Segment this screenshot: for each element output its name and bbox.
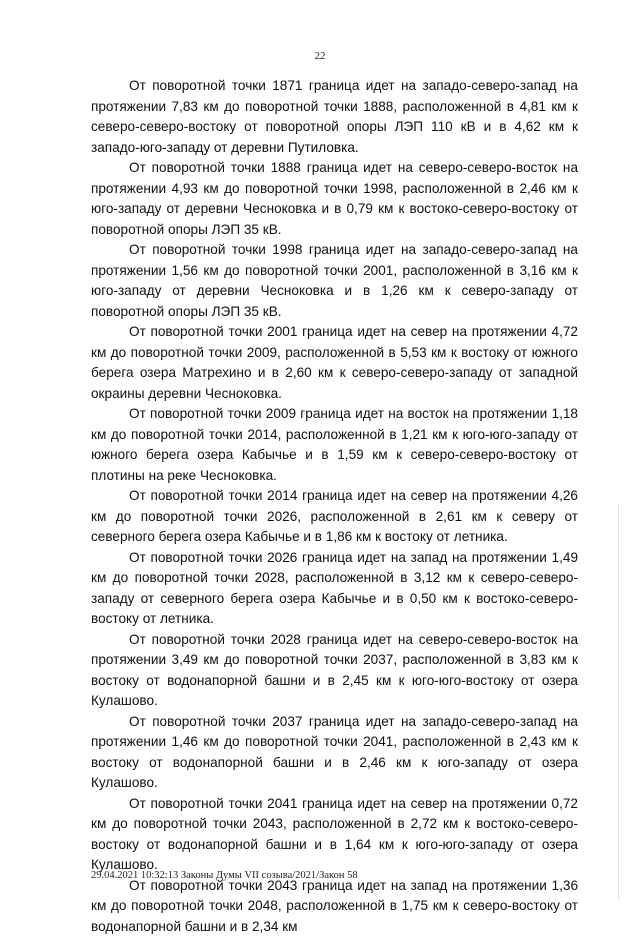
paragraph: От поворотной точки 2014 граница идет на север на протяжении 4,26 км до поворотной точки 2026, расположенной в 2,61 км к северу от северного берега озера Кабычье и в 1,86 км к востоку от летника. (91, 486, 578, 548)
paragraph: От поворотной точки 2009 граница идет на восток на протяжении 1,18 км до поворотной точки 2014, расположенной в 1,21 км к юго-юго-западу от южного берега озера Кабычье и в 1,59 км к северо-северо-востоку от плотины на реке Чесноковка. (91, 404, 578, 486)
paragraph: От поворотной точки 2043 граница идет на запад на протяжении 1,36 км до поворотной точки 2048, расположенной в 1,75 км к северо-востоку от водонапорной башни и в 2,34 км (91, 876, 578, 937)
paragraph: От поворотной точки 1998 граница идет на западо-северо-запад на протяжении 1,56 км до поворотной точки 2001, расположенной в 3,16 км к юго-западу от деревни Чесноковка и в 1,26 км к северо-западу от поворотной опоры ЛЭП 35 кВ. (91, 240, 578, 322)
paragraph: От поворотной точки 1871 граница идет на западо-северо-запад на протяжении 7,83 км до поворотной точки 1888, расположенной в 4,81 км к северо-северо-востоку от поворотной опоры ЛЭП 110 кВ и в 4,62 км к западо-юго-западу от деревни Путиловка. (91, 76, 578, 158)
paragraph: От поворотной точки 2037 граница идет на западо-северо-запад на протяжении 1,46 км до поворотной точки 2041, расположенной в 2,43 км к востоку от водонапорной башни и в 2,46 км к юго-западу от озера Кулашово. (91, 712, 578, 794)
document-body (91, 76, 578, 937)
footer-stamp: 29.04.2021 10:32:13 Законы Думы VII созыва/2021/Закон 58 (91, 870, 358, 881)
paragraph: От поворотной точки 2026 граница идет на запад на протяжении 1,49 км до поворотной точки 2028, расположенной в 3,12 км к северо-северо-западу от северного берега озера Кабычье и в 0,50 км к востоко-северо-востоку от летника. (91, 548, 578, 630)
paragraph: От поворотной точки 2041 граница идет на север на протяжении 0,72 км до поворотной точки 2043, расположенной в 2,72 км к востоко-северо-востоку от водонапорной башни и в 1,64 км к юго-юго-западу от озера Кулашово. (91, 794, 578, 876)
paragraph: От поворотной точки 1888 граница идет на северо-северо-восток на протяжении 4,93 км до поворотной точки 1998, расположенной в 2,46 км к юго-западу от деревни Чесноковка и в 0,79 км к востоко-северо-востоку от поворотной опоры ЛЭП 35 кВ. (91, 158, 578, 240)
paragraph: От поворотной точки 2028 граница идет на северо-северо-восток на протяжении 3,49 км до поворотной точки 2037, расположенной в 3,83 км к востоку от водонапорной башни и в 2,45 км к юго-юго-востоку от озера Кулашово. (91, 630, 578, 712)
page-number: 22 (0, 50, 640, 62)
paragraph: От поворотной точки 2001 граница идет на север на протяжении 4,72 км до поворотной точки 2009, расположенной в 5,53 км к востоку от южного берега озера Матрехино и в 2,60 км к северо-северо-западу от западной окраины деревни Чесноковка. (91, 322, 578, 404)
side-margin-stamp (618, 505, 629, 900)
